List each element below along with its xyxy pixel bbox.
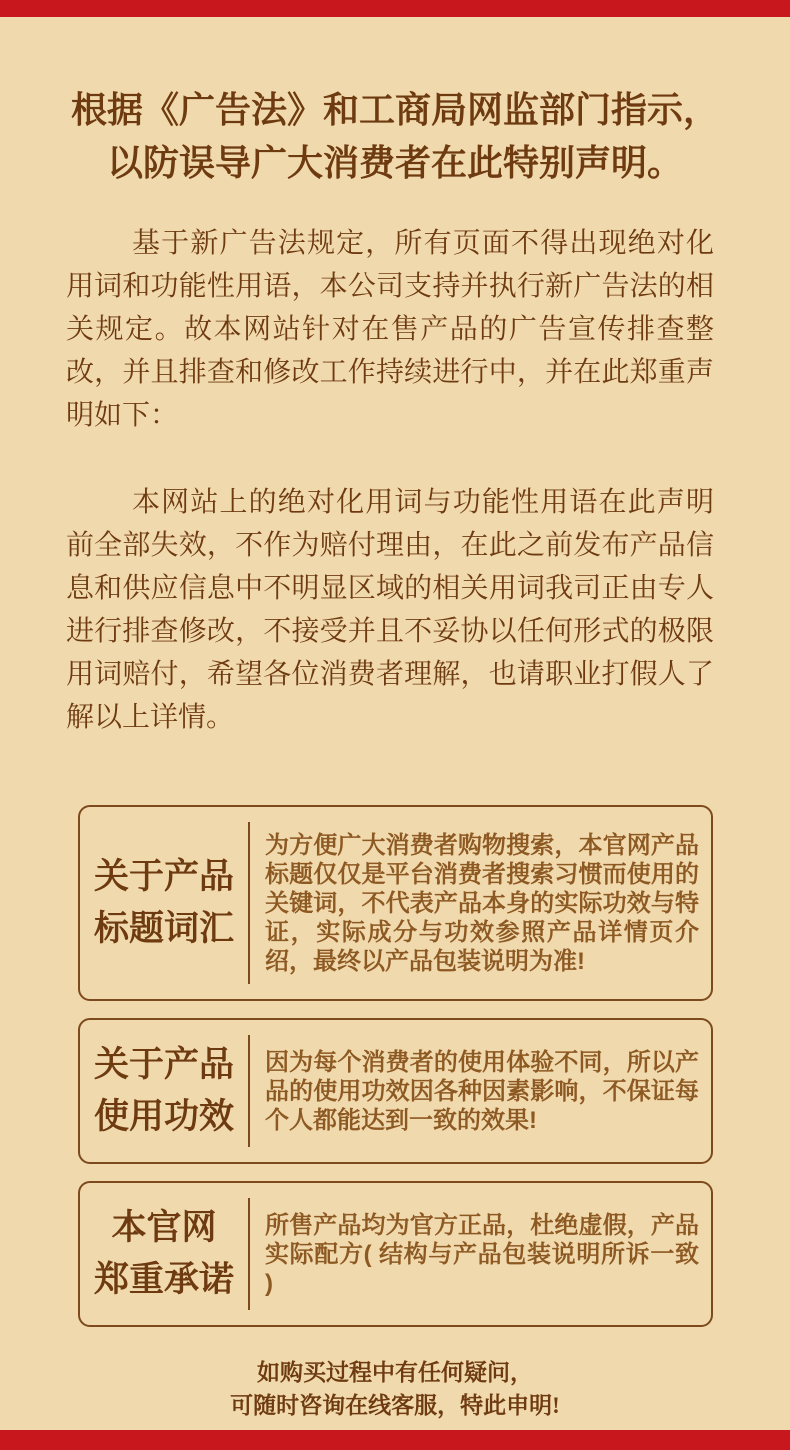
notice-box-product-effect [78, 1018, 713, 1164]
closing-statement [0, 1356, 790, 1422]
notice-box-label-line2: 郑重承诺 [93, 1260, 234, 1299]
notice-box-label-line2: 使用功效 [93, 1097, 234, 1136]
notice-box-label-line1: 关于产品 [93, 1045, 234, 1084]
notice-box-label-line1: 关于产品 [93, 857, 234, 896]
page-title [0, 84, 790, 190]
notice-box-label [80, 1202, 248, 1306]
notice-box-label [80, 851, 248, 955]
bottom-red-band [0, 1430, 790, 1450]
statement-paragraph-1: 基于新广告法规定，所有页面不得出现绝对化用词和功能性用语，本公司支持并执行新广告法的相关规定。故本网站针对在售产品的广告宣传排查整改，并且排查和修改工作持续进行中，并在此郑重声明如下： [66, 228, 714, 431]
notice-box-text: 所售产品均为官方正品，杜绝虚假，产品实际配方( 结构与产品包装说明所诉一致 ) [265, 1211, 699, 1297]
notice-box-product-title-keywords [78, 805, 713, 1001]
notice-box-label-line1: 本官网 [111, 1208, 217, 1247]
top-red-band [0, 0, 790, 17]
notice-box-label-line2: 标题词汇 [93, 909, 234, 948]
notice-box-official-promise [78, 1181, 713, 1327]
statement-paragraph-2: 本网站上的绝对化用词与功能性用语在此声明前全部失效，不作为赔付理由，在此之前发布产品信息和供应信息中不明显区域的相关用词我司正由专人进行排查修改，不接受并且不妥协以任何形式的极限用词赔付，希望各位消费者理解，也请职业打假人了解以上详情。 [66, 487, 714, 733]
notice-box-label [80, 1039, 248, 1143]
notice-box-list [78, 805, 713, 1327]
closing-statement-line1: 如购买过程中有任何疑问， [257, 1360, 533, 1385]
page-title-line2: 以防误导广大消费者在此特别声明。 [106, 143, 683, 183]
notice-box-text: 因为每个消费者的使用体验不同，所以产品的使用功效因各种因素影响，不保证每个人都能达到一致的效果! [265, 1048, 699, 1134]
page-title-line1: 根据《广告法》和工商局网监部门指示， [70, 90, 719, 130]
notice-box-text: 为方便广大消费者购物搜索，本官网产品标题仅仅是平台消费者搜索习惯而使用的关键词，不代表产品本身的实际功效与特证，实际成分与功效参照产品详情页介绍，最终以产品包装说明为准! [265, 831, 699, 975]
closing-statement-line2: 可随时咨询在线客服，特此申明! [230, 1393, 560, 1418]
